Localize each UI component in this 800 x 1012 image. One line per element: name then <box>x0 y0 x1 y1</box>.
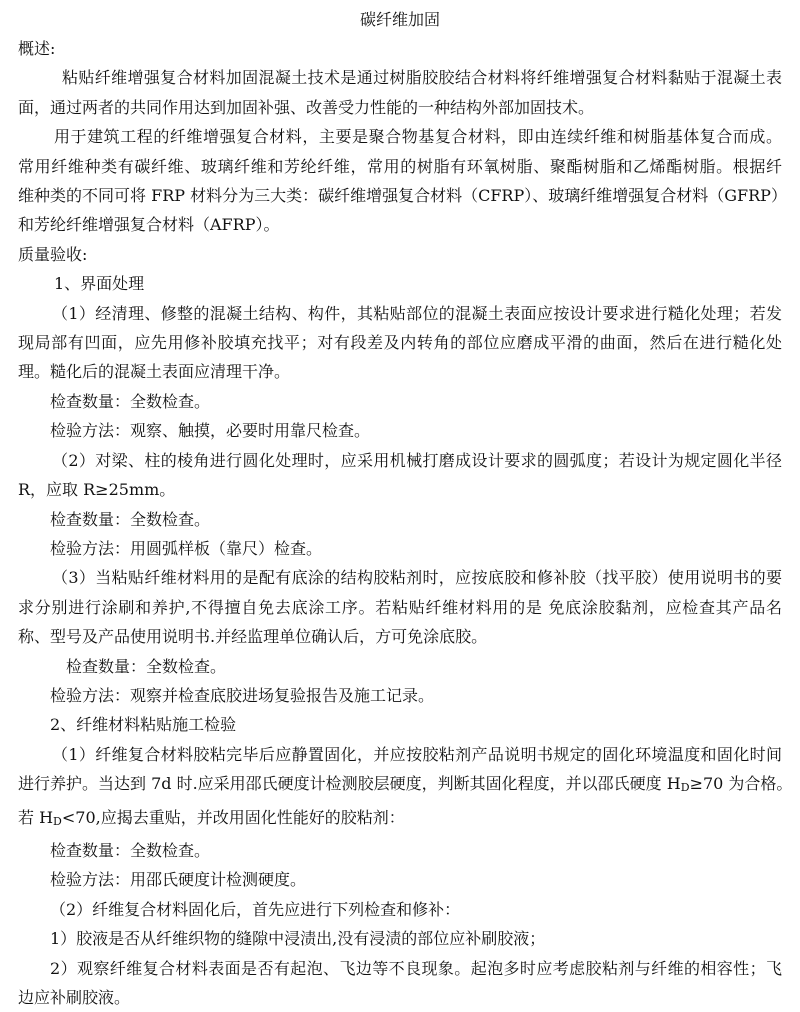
section-heading: 1、界面处理 <box>54 274 145 294</box>
paragraph-line: 用于建筑工程的纤维增强复合材料，主要是聚合物基复合材料，即由连续纤维和树脂基体复合而成。 <box>54 127 782 147</box>
quality-heading: 质量验收: <box>18 244 88 264</box>
text-span: 若 H <box>18 807 54 827</box>
text-span: ≥70 为合格。 <box>689 774 793 794</box>
list-item: 1）胶液是否从纤维织物的缝隙中浸渍出,没有浸渍的部位应补刷胶液； <box>50 929 546 949</box>
paragraph-line: 粘贴纤维增强复合材料加固混凝土技术是通过树脂胶胶结合材料将纤维增强复合材料黏贴于混凝土表 <box>62 68 782 88</box>
check-method: 检验方法：观察并检查底胶进场复验报告及施工记录。 <box>50 685 435 705</box>
document-title: 碳纤维加固 <box>359 10 440 29</box>
paragraph-line: 理。糙化后的混凝土表面应清理干净。 <box>18 362 291 382</box>
check-quantity: 检查数量：全数检查。 <box>50 840 211 860</box>
paragraph-line <box>18 803 782 836</box>
subscript-d: D <box>53 814 62 828</box>
paragraph-line: （1）纤维复合材料胶粘完毕后应静置固化，并应按胶粘剂产品说明书规定的固化环境温度和固化时间 <box>52 744 782 764</box>
paragraph-line: R，应取 R≥25mm。 <box>18 480 176 500</box>
paragraph-line: （2）对梁、柱的棱角进行圆化处理时，应采用机械打磨成设计要求的圆弧度；若设计为规定圆化半径 <box>52 450 782 470</box>
check-method: 检验方法：用圆弧样板（靠尺）检查。 <box>50 538 323 558</box>
paragraph-line: 常用纤维种类有碳纤维、玻璃纤维和芳纶纤维，常用的树脂有环氧树脂、聚酯树脂和乙烯酯树脂。根据纤 <box>18 156 782 176</box>
paragraph-line: 面，通过两者的共同作用达到加固补强、改善受力性能的一种结构外部加固技术。 <box>18 97 595 117</box>
paragraph-line: 边应补刷胶液。 <box>18 988 131 1007</box>
check-quantity: 检查数量：全数检查。 <box>50 509 211 529</box>
paragraph-line: （2）纤维复合材料固化后，首先应进行下列检查和修补： <box>50 899 461 919</box>
check-quantity: 检查数量：全数检查。 <box>66 656 227 676</box>
paragraph-line <box>18 769 793 802</box>
check-method: 检验方法：用邵氏硬度计检测硬度。 <box>50 870 307 890</box>
text-span: <70,应揭去重贴，并改用固化性能好的胶粘剂： <box>61 807 405 827</box>
overview-heading: 概述: <box>18 39 56 58</box>
paragraph-line: 现局部有凹面，应先用修补胶填充找平；对有段差及内转角的部位应磨成平滑的曲面，然后在进行糙化处 <box>18 333 782 353</box>
paragraph-line: 求分别进行涂刷和养护,不得擅自免去底涂工序。若粘贴纤维材料用的是 免底涂胶黏剂，应检查其产品名 <box>18 597 782 617</box>
check-quantity: 检查数量：全数检查。 <box>50 391 211 411</box>
paragraph-line: （1）经清理、修整的混凝土结构、构件，其粘贴部位的混凝土表面应按设计要求进行糙化处理；若发 <box>52 303 782 323</box>
paragraph-line: 称、型号及产品使用说明书.并经监理单位确认后，方可免涂底胶。 <box>18 627 488 647</box>
check-method: 检验方法：观察、触摸，必要时用靠尺检查。 <box>50 421 371 441</box>
text-span: 进行养护。当达到 7d 时.应采用邵氏硬度计检测胶层硬度，判断其固化程度，并以邵氏硬度 H <box>18 774 681 794</box>
paragraph-line: （3）当粘贴纤维材料用的是配有底涂的结构胶粘剂时，应按底胶和修补胶（找平胶）使用说明书的要 <box>52 568 782 588</box>
list-item: 2）观察纤维复合材料表面是否有起泡、飞边等不良现象。起泡多时应考虑胶粘剂与纤维的相容性；飞 <box>50 958 782 978</box>
section-heading: 2、纤维材料粘贴施工检验 <box>50 715 237 735</box>
subscript-d: D <box>680 781 690 795</box>
paragraph-line: 和芳纶纤维增强复合材料（AFRP）。 <box>18 215 280 235</box>
paragraph-line: 维种类的不同可将 FRP 材料分为三大类：碳纤维增强复合材料（CFRP）、玻璃纤维增强复合材料（GFRP） <box>18 186 787 206</box>
